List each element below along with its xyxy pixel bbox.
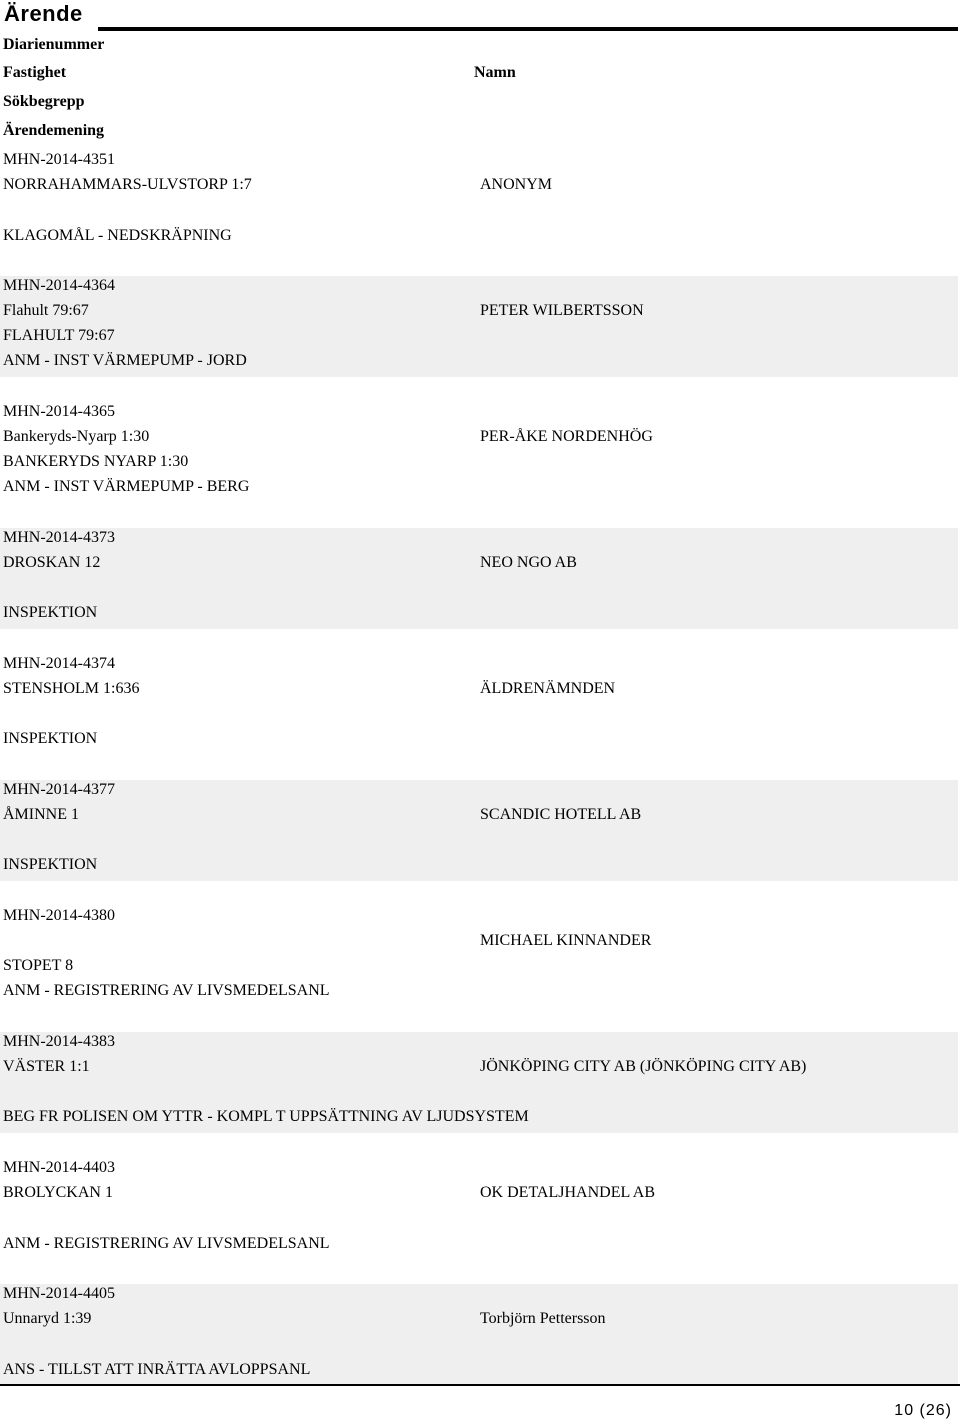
fastighet: Unnaryd 1:39 (3, 1310, 92, 1327)
footer-rule (0, 1384, 960, 1386)
namn: ANONYM (480, 176, 552, 193)
title-row (0, 0, 960, 30)
fastighet: Flahult 79:67 (3, 302, 89, 319)
namn: Torbjörn Pettersson (480, 1310, 606, 1327)
record-row (0, 654, 958, 780)
record-row (0, 1158, 958, 1284)
arendemening: ANS - TILLST ATT INRÄTTA AVLOPPSANL (3, 1361, 311, 1378)
fastighet: NORRAHAMMARS-ULVSTORP 1:7 (3, 176, 252, 193)
fastighet: STENSHOLM 1:636 (3, 680, 140, 697)
arendemening: ANM - REGISTRERING AV LIVSMEDELSANL (3, 982, 330, 999)
diarienummer: MHN-2014-4403 (3, 1159, 115, 1176)
header-fastighet: Fastighet (3, 64, 67, 81)
record-row (0, 402, 958, 528)
arendemening: KLAGOMÅL - NEDSKRÄPNING (3, 227, 232, 244)
namn: MICHAEL KINNANDER (480, 932, 652, 949)
diarienummer: MHN-2014-4380 (3, 907, 115, 924)
diarienummer: MHN-2014-4373 (3, 529, 115, 546)
page-footer (0, 1384, 960, 1424)
arendemening: ANM - REGISTRERING AV LIVSMEDELSANL (3, 1235, 330, 1252)
fastighet: DROSKAN 12 (3, 554, 101, 571)
fastighet: VÄSTER 1:1 (3, 1058, 90, 1075)
diarienummer: MHN-2014-4377 (3, 781, 115, 798)
header-arendemening: Ärendemening (3, 122, 105, 139)
fastighet: ÅMINNE 1 (3, 806, 79, 823)
arendemening: INSPEKTION (3, 730, 98, 747)
header-diarienummer: Diarienummer (3, 36, 105, 53)
namn: SCANDIC HOTELL AB (480, 806, 642, 823)
record-row (0, 276, 958, 377)
page-number: 10 (26) (894, 1402, 952, 1419)
arendemening: BEG FR POLISEN OM YTTR - KOMPL T UPPSÄTTNING AV LJUDSYSTEM (3, 1108, 529, 1125)
fastighet: Bankeryds-Nyarp 1:30 (3, 428, 150, 445)
title-rule (98, 27, 958, 31)
namn: PETER WILBERTSSON (480, 302, 644, 319)
namn: PER-ÅKE NORDENHÖG (480, 428, 653, 445)
sokbegrepp: BANKERYDS NYARP 1:30 (3, 453, 189, 470)
diarienummer: MHN-2014-4351 (3, 151, 115, 168)
namn: OK DETALJHANDEL AB (480, 1184, 655, 1201)
diarienummer: MHN-2014-4374 (3, 655, 115, 672)
diarienummer: MHN-2014-4405 (3, 1285, 115, 1302)
record-row (0, 906, 958, 1032)
sokbegrepp: FLAHULT 79:67 (3, 327, 115, 344)
record-row (0, 780, 958, 881)
header-sokbegrepp: Sökbegrepp (3, 93, 85, 110)
diarienummer: MHN-2014-4383 (3, 1033, 115, 1050)
fastighet: BROLYCKAN 1 (3, 1184, 113, 1201)
arendemening: INSPEKTION (3, 604, 98, 621)
diarienummer: MHN-2014-4364 (3, 277, 115, 294)
namn: JÖNKÖPING CITY AB (JÖNKÖPING CITY AB) (480, 1058, 807, 1075)
record-row (0, 150, 958, 276)
arendemening: ANM - INST VÄRMEPUMP - BERG (3, 478, 250, 495)
page-title: Ärende (4, 1, 83, 26)
namn: ÄLDRENÄMNDEN (480, 680, 616, 697)
namn: NEO NGO AB (480, 554, 577, 571)
record-row (0, 1032, 958, 1133)
record-row (0, 1284, 958, 1385)
arendemening: INSPEKTION (3, 856, 98, 873)
sokbegrepp: STOPET 8 (3, 957, 74, 974)
arendemening: ANM - INST VÄRMEPUMP - JORD (3, 352, 247, 369)
record-row (0, 528, 958, 629)
diarienummer: MHN-2014-4365 (3, 403, 115, 420)
header-namn: Namn (474, 64, 516, 81)
